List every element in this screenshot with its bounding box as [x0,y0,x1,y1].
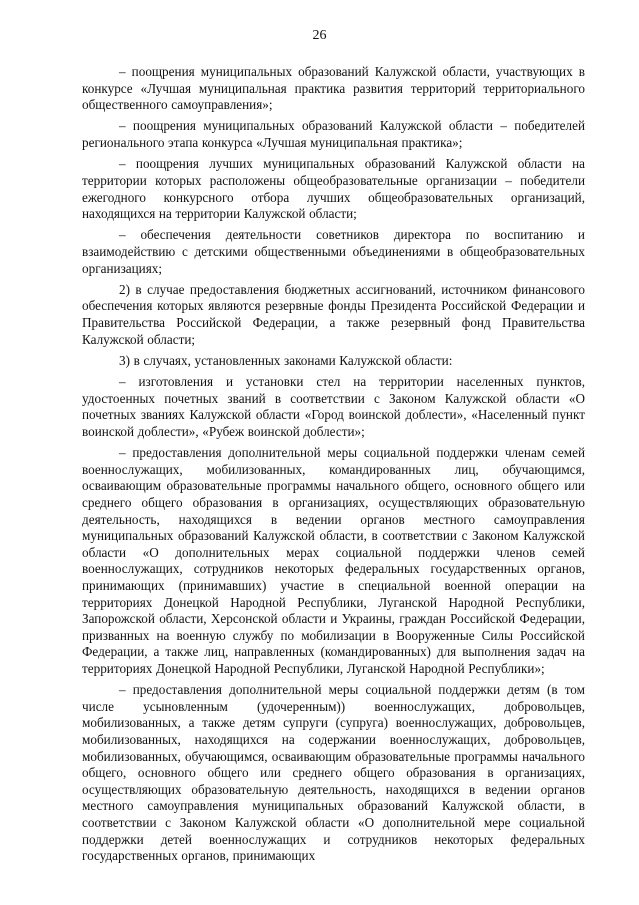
paragraph-5: 2) в случае предоставления бюджетных ассигнований, источником финансового обеспечения которых являются резервные фонды Президента Российской Федерации и Правительства Российской Федерации, а также резервный фонд Правительства Калужской области; [82,281,585,347]
page-number: 26 [312,28,327,43]
paragraph-2: – поощрения муниципальных образований Калужской области – победителей регионального этапа конкурса «Лучшая муниципальная практика»; [82,118,585,151]
document-body [82,64,585,870]
paragraph-8: – предоставления дополнительной меры социальной поддержки членам семей военнослужащих, мобилизованных, командированных лиц, обучающимся, осваивающим образовательные программы начального общего, основного общего или среднего общего образования в организациях, осуществляющих образовательную деятельность, находящихся в ведении органов местного самоуправления муниципальных образований Калужской области, в соответствии с Законом Калужской области «О дополнительных мерах социальной поддержки членов семей военнослужащих, сотрудников некоторых федеральных государственных органов, принимающих (принимавших) участие в специальной военной операции на территориях Донецкой Народной Республики, Луганской Народной Республики, Запорожской области, Херсонской области и Украины, граждан Российской Федерации, призванных на военную службу по мобилизации в Вооруженные Силы Российской Федерации, а также лиц, направленных (командированных) для выполнения задач на территориях Донецкой Народной Республики, Луганской Народной Республики»; [82,445,585,676]
paragraph-6: 3) в случаях, установленных законами Калужской области: [119,352,453,368]
paragraph-3: – поощрения лучших муниципальных образований Калужской области на территории которых расположены общеобразовательные организации – победители ежегодного конкурсного отбора лучших общеобразовательных организаций, находящихся на территории Калужской области; [82,156,585,222]
paragraph-9: – предоставления дополнительной меры социальной поддержки детям (в том числе усыновленным (удочеренным)) военнослужащих, добровольцев, мобилизованных, а также детям супруги (супруга) военнослужащих, добровольцев, мобилизованных, находящихся на содержании военнослужащих, добровольцев, мобилизованных, обучающимся, осваивающим образовательные программы начального общего, основного общего или среднего общего образования в организациях, осуществляющих образовательную деятельность, находящихся в ведении органов местного самоуправления муниципальных образований Калужской области, в соответствии с Законом Калужской области «О дополнительной мере социальной поддержки детей военнослужащих и сотрудников некоторых федеральных государственных органов, принимающих [82,682,585,864]
paragraph-4: – обеспечения деятельности советников директора по воспитанию и взаимодействию с детскими общественными объединениями в общеобразовательных организациях; [82,227,585,276]
paragraph-1: – поощрения муниципальных образований Калужской области, участвующих в конкурсе «Лучшая муниципальная практика развития территорий территориального общественного самоуправления»; [82,64,585,113]
paragraph-7: – изготовления и установки стел на территории населенных пунктов, удостоенных почетных званий в соответствии с Законом Калужской области «О почетных званиях Калужской области «Город воинской доблести», «Населенный пункт воинской доблести», «Рубеж воинской доблести»; [82,374,585,439]
